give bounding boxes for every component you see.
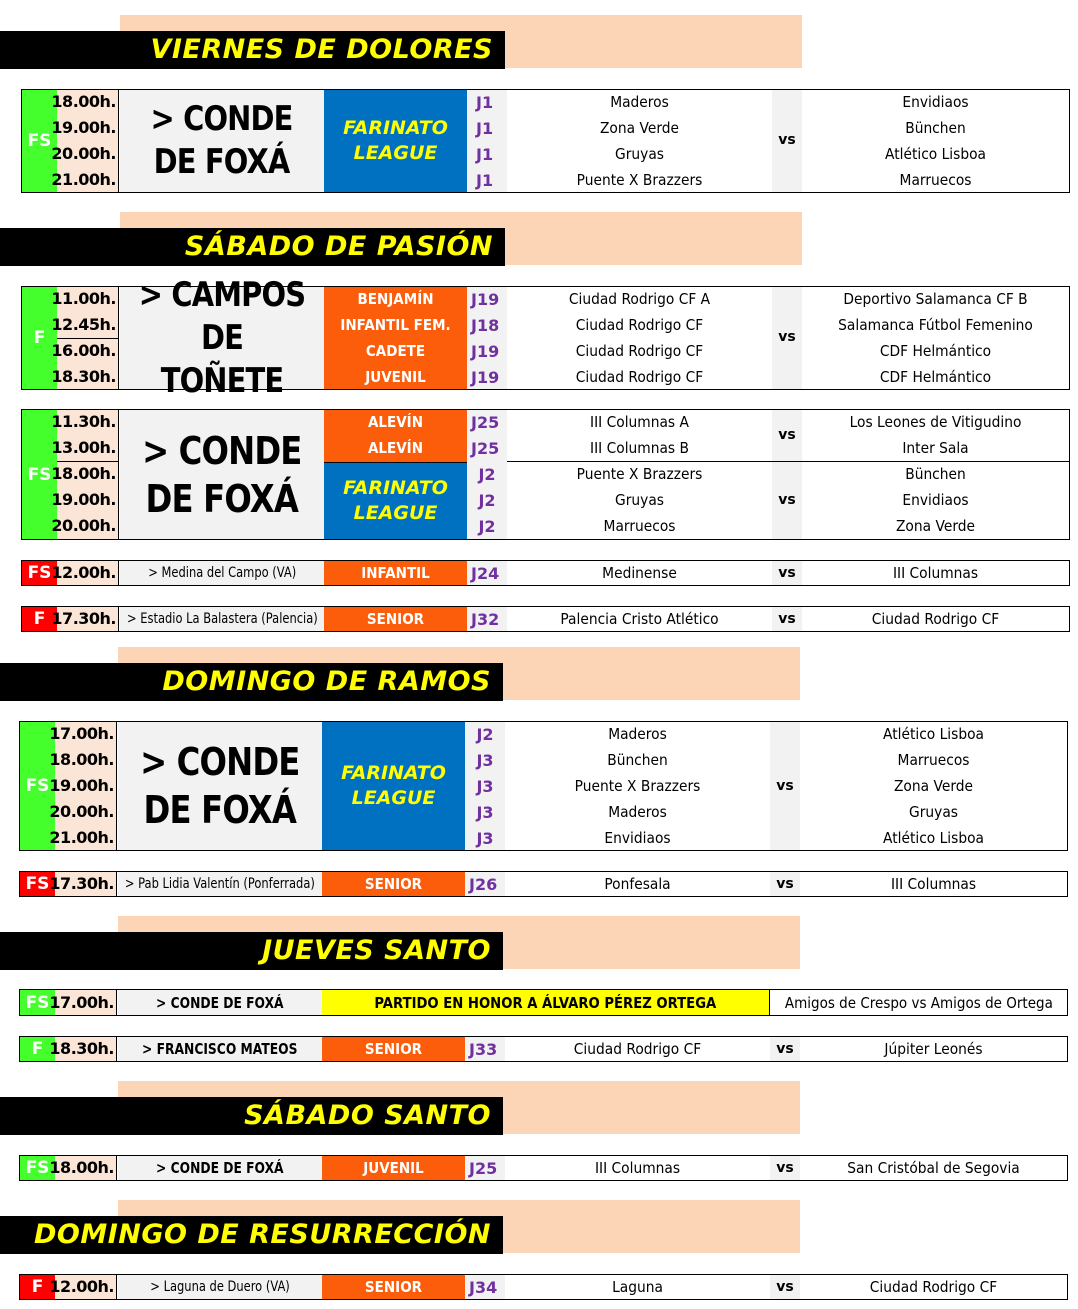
farinato-league-label [324,462,467,539]
away-team-cell [802,561,1069,585]
sport-badge-futsal: FS [20,722,55,850]
match-time: 17.30h. [49,874,114,893]
vs-label: vs [776,876,794,892]
away-team: Zona Verde [895,517,976,535]
friendly-match-cell [770,990,1067,1015]
match-block-conde-de-foxa [21,409,1070,540]
match-time: 11.30h. [51,412,116,431]
home-team: III Columnas B [590,439,689,457]
away-team: Marruecos [897,751,970,769]
venue-cell [118,1156,322,1180]
category-cell [322,1275,465,1299]
farinato-league-label [324,90,467,192]
farinato-league-label [322,722,465,850]
time-cell [51,561,119,585]
match-row-laguna-de-duero [19,1274,1068,1300]
home-team: Maderos [608,725,667,743]
round-column [465,722,505,850]
away-team-column [802,410,1069,539]
match-time: 16.00h. [51,341,116,360]
away-team: CDF Helmántico [879,368,992,386]
away-team: Atlético Lisboa [883,829,984,847]
round-label: J2 [476,725,494,744]
day-title: JUEVES SANTO [262,935,491,966]
home-team: Palencia Cristo Atlético [560,610,719,628]
away-team: Atlético Lisboa [883,725,984,743]
round-cell [465,1037,505,1061]
round-label: J34 [469,1278,498,1297]
home-team: Ciudad Rodrigo CF [575,316,704,334]
venue-cell [120,90,324,192]
time-cell [49,1275,117,1299]
category-bg [324,607,467,631]
away-team-cell [800,872,1067,896]
away-team: Envidiaos [902,491,969,509]
round-label: J19 [471,290,500,309]
header-title-bar [0,663,503,701]
home-team: Puente X Brazzers [576,465,703,483]
match-row-francisco-mateos [19,1036,1068,1062]
home-team: Gruyas [615,491,664,509]
category-bg [322,1275,465,1299]
sport-badge-futsal: FS [22,410,57,539]
round-cell [465,1156,505,1180]
category-label: SENIOR [364,1040,423,1058]
category-label: JUVENIL [365,368,426,386]
home-team-cell [505,1156,770,1180]
vs-column [772,287,802,389]
vs-label: vs [778,492,796,508]
home-team-column [507,410,772,539]
venue-line-1: > CONDE [150,99,294,139]
category-cell [324,410,467,539]
league-text: LEAGUE [353,142,438,164]
sport-badge-futsal-away: FS [20,872,55,896]
category-cell [322,722,465,850]
category-cell [324,561,467,585]
home-team: Maderos [608,803,667,821]
day-header-domingo-de-resurreccion [0,1200,805,1254]
venue-cell [118,990,322,1015]
home-team-cell [505,1037,770,1061]
sport-badge-futsal: FS [20,990,55,1015]
sport-badge-futsal: FS [20,1156,55,1180]
home-team: Ponfesala [604,875,671,893]
category-bg [324,561,467,585]
round-label: J1 [476,171,494,190]
vs-label: vs [776,1041,794,1057]
time-cell [49,1156,117,1180]
away-team-column [802,90,1069,192]
times-column [49,722,117,850]
round-label: J2 [478,491,496,510]
day-title: VIERNES DE DOLORES [150,34,493,65]
vs-column [772,410,802,461]
away-team: CDF Helmántico [879,342,992,360]
match-time: 20.00h. [51,516,116,535]
match-time: 19.00h. [49,776,114,795]
home-team: III Columnas [594,1159,681,1177]
match-time: 17.00h. [49,993,114,1012]
home-team-cell [505,872,770,896]
round-label: J25 [471,413,500,432]
home-team: Zona Verde [599,119,680,137]
vs-cell [770,1037,800,1061]
venue-cell [120,274,324,401]
venue-label: > Laguna de Duero (VA) [150,1279,290,1295]
category-bg [322,1156,465,1180]
day-title: DOMINGO DE RESURRECCIÓN [34,1219,491,1250]
time-cell [49,1037,117,1061]
venue-line-2: DE FOXÁ [143,788,297,832]
category-cell [324,287,467,389]
category-label: INFANTIL [361,564,430,582]
venue-cell [118,872,322,896]
sport-badge-football-away: F [22,607,57,631]
venue-label: > Medina del Campo (VA) [148,565,296,581]
away-team: Bünchen [905,119,966,137]
day-header-sabado-de-pasion [0,212,805,266]
times-column [51,287,119,389]
round-label: J3 [476,751,494,770]
away-team: Júpiter Leonés [884,1040,983,1058]
match-time: 19.00h. [51,490,116,509]
round-column [467,287,507,389]
vs-label: vs [778,427,796,443]
match-row-medina-del-campo [21,560,1070,586]
venue-label: > FRANCISCO MATEOS [142,1040,298,1058]
venue-line-1: > CAMPOS [138,274,306,315]
category-cell [324,90,467,192]
match-time: 17.00h. [49,724,114,743]
home-team: Ciudad Rodrigo CF [575,368,704,386]
day-header-sabado-santo [0,1081,805,1135]
match-time: 12.45h. [51,315,116,334]
match-time: 13.00h. [51,438,116,457]
category-label: JUVENIL [363,1159,424,1177]
match-block-campos-de-tonete [21,274,1070,401]
round-label: J32 [471,610,500,629]
away-team-cell [800,1275,1067,1299]
vs-label: vs [778,329,796,345]
match-time: 19.00h. [51,118,116,137]
match-time: 18.00h. [51,464,116,483]
vs-cell [770,872,800,896]
home-team-column [507,287,772,389]
venue-line-1: > CONDE [142,428,302,473]
home-team: Envidiaos [604,829,671,847]
away-team: Deportivo Salamanca CF B [843,290,1028,308]
category-bg [324,287,467,389]
match-row-conde-de-foxa [19,1155,1068,1181]
day-title: SÁBADO DE PASIÓN [184,231,493,262]
day-header-domingo-de-ramos [0,647,805,701]
event-label: PARTIDO EN HONOR A ÁLVARO PÉREZ ORTEGA [374,993,717,1012]
vs-label: vs [776,778,794,794]
times-column [51,90,119,192]
match-time: 18.00h. [51,92,116,111]
venue-cell [118,1037,322,1061]
away-team: Envidiaos [902,93,969,111]
round-label: J1 [476,119,494,138]
round-label: J19 [471,368,500,387]
round-cell [465,1275,505,1299]
header-title-bar [0,932,503,970]
header-title-bar [0,1216,503,1254]
time-cell [49,990,117,1015]
category-cell [322,872,465,896]
round-label: J2 [478,465,496,484]
match-time: 12.00h. [51,563,116,582]
match-time: 17.30h. [51,609,116,628]
match-time: 18.30h. [49,1039,114,1058]
match-time: 18.30h. [51,367,116,386]
home-team: Puente X Brazzers [574,777,701,795]
round-cell [467,561,507,585]
away-team: Bünchen [905,465,966,483]
time-cell [51,607,119,631]
round-column [467,90,507,192]
away-team-column [802,287,1069,389]
farinato-text: FARINATO [343,477,448,499]
venue-cell [120,607,324,631]
sport-badge-football: F [20,1037,55,1061]
home-team: Laguna [612,1278,663,1296]
farinato-text: FARINATO [341,762,446,784]
match-row-estadio-la-balastera [21,606,1070,632]
round-label: J19 [471,342,500,361]
vs-label: vs [778,565,796,581]
away-team-cell [800,1156,1067,1180]
home-team: Medinense [602,564,677,582]
venue-cell [120,410,324,539]
away-team: Inter Sala [902,439,969,457]
vs-label: vs [776,1279,794,1295]
category-bg [324,410,467,462]
day-title: DOMINGO DE RAMOS [162,666,491,697]
category-bg [322,872,465,896]
venue-label: > Estadio La Balastera (Palencia) [126,611,318,627]
round-label: J25 [471,439,500,458]
event-banner [322,990,770,1015]
league-text: LEAGUE [351,787,436,809]
away-team: Salamanca Fútbol Femenino [838,316,1033,334]
round-label: J2 [478,517,496,536]
home-team-cell [507,561,772,585]
match-time: 21.00h. [49,828,114,847]
vs-column [772,462,802,539]
venue-line-2: DE FOXÁ [154,142,290,182]
vs-cell [772,561,802,585]
header-title-bar [0,228,505,266]
match-time: 21.00h. [51,170,116,189]
home-team: Puente X Brazzers [576,171,703,189]
sport-badge-futsal-away: FS [22,561,57,585]
vs-cell [770,1156,800,1180]
category-cell [322,1037,465,1061]
category-label: ALEVÍN [367,439,424,457]
venue-line-2: DE TOÑETE [160,317,284,401]
vs-cell [770,1275,800,1299]
venue-line-1: > CONDE [140,740,300,784]
round-label: J25 [469,1159,498,1178]
vs-column [772,90,802,192]
round-label: J33 [469,1040,498,1059]
header-title-bar [0,31,505,69]
home-team: Ciudad Rodrigo CF [575,342,704,360]
home-team: Ciudad Rodrigo CF [573,1040,702,1058]
vs-cell [772,607,802,631]
category-label: SENIOR [364,875,423,893]
time-cell [49,872,117,896]
vs-label: vs [778,611,796,627]
category-label: SENIOR [366,610,425,628]
venue-cell [118,1275,322,1299]
away-team-cell [802,607,1069,631]
venue-label: > Pab Lidia Valentín (Ponferrada) [124,876,316,892]
category-label: ALEVÍN [367,413,424,431]
round-label: J1 [476,145,494,164]
match-row-honor-alvaro-perez-ortega [19,989,1068,1016]
home-team: III Columnas A [590,413,689,431]
away-team: Marruecos [899,171,972,189]
day-header-viernes-de-dolores [0,15,805,69]
vs-label: vs [778,132,796,148]
round-label: J18 [471,316,500,335]
match-time: 12.00h. [49,1277,114,1296]
away-team-column [800,722,1067,850]
venue-label: > CONDE DE FOXÁ [156,993,284,1012]
header-title-bar [0,1097,503,1135]
sport-badge-football: F [22,287,57,389]
match-row-pab-lidia-valentin [19,871,1068,897]
round-label: J26 [469,875,498,894]
round-label: J3 [476,777,494,796]
home-team: Marruecos [603,517,676,535]
divider [57,461,118,462]
match-time: 20.00h. [51,144,116,163]
farinato-text: FARINATO [343,117,448,139]
day-title: SÁBADO SANTO [244,1100,491,1131]
away-team-cell [800,1037,1067,1061]
vs-label: vs [776,1160,794,1176]
away-team: Ciudad Rodrigo CF [871,610,1000,628]
times-column [51,410,119,539]
round-label: J24 [471,564,500,583]
match-block-conde-de-foxa [21,89,1070,193]
match-time: 18.00h. [49,1158,114,1177]
round-label: J3 [476,829,494,848]
category-label: SENIOR [364,1278,423,1296]
away-team: Gruyas [909,803,958,821]
match-time: 11.00h. [51,289,116,308]
venue-cell [118,722,322,850]
round-label: J3 [476,803,494,822]
home-team-column [505,722,770,850]
away-team: Zona Verde [893,777,974,795]
home-team: Maderos [610,93,669,111]
home-team-cell [505,1275,770,1299]
friendly-match-label: Amigos de Crespo vs Amigos de Ortega [784,993,1053,1012]
away-team: Los Leones de Vitigudino [849,413,1022,431]
category-cell [322,1156,465,1180]
match-time: 20.00h. [49,802,114,821]
match-block-conde-de-foxa [19,721,1068,851]
away-team: Ciudad Rodrigo CF [869,1278,998,1296]
home-team: Gruyas [615,145,664,163]
round-cell [467,607,507,631]
category-label: BENJAMÍN [357,290,434,308]
home-team: Bünchen [607,751,668,769]
venue-cell [120,561,324,585]
home-team-column [507,90,772,192]
venue-line-2: DE FOXÁ [145,476,299,521]
round-cell [465,872,505,896]
away-team: San Cristóbal de Segovia [847,1159,1020,1177]
divider [57,338,118,339]
vs-column [770,722,800,850]
away-team: III Columnas [890,875,977,893]
day-header-jueves-santo [0,916,805,970]
home-team: Ciudad Rodrigo CF A [568,290,711,308]
away-team: Atlético Lisboa [885,145,986,163]
category-cell [324,607,467,631]
round-label: J1 [476,93,494,112]
venue-label: > CONDE DE FOXÁ [156,1159,284,1177]
category-bg [322,1037,465,1061]
sport-badge-football-away: F [20,1275,55,1299]
round-column [467,410,507,539]
away-team: III Columnas [892,564,979,582]
home-team-cell [507,607,772,631]
match-time: 18.00h. [49,750,114,769]
category-label: CADETE [365,342,426,360]
sport-badge-futsal: FS [22,90,57,192]
category-label: INFANTIL FEM. [340,316,451,334]
league-text: LEAGUE [353,502,438,524]
